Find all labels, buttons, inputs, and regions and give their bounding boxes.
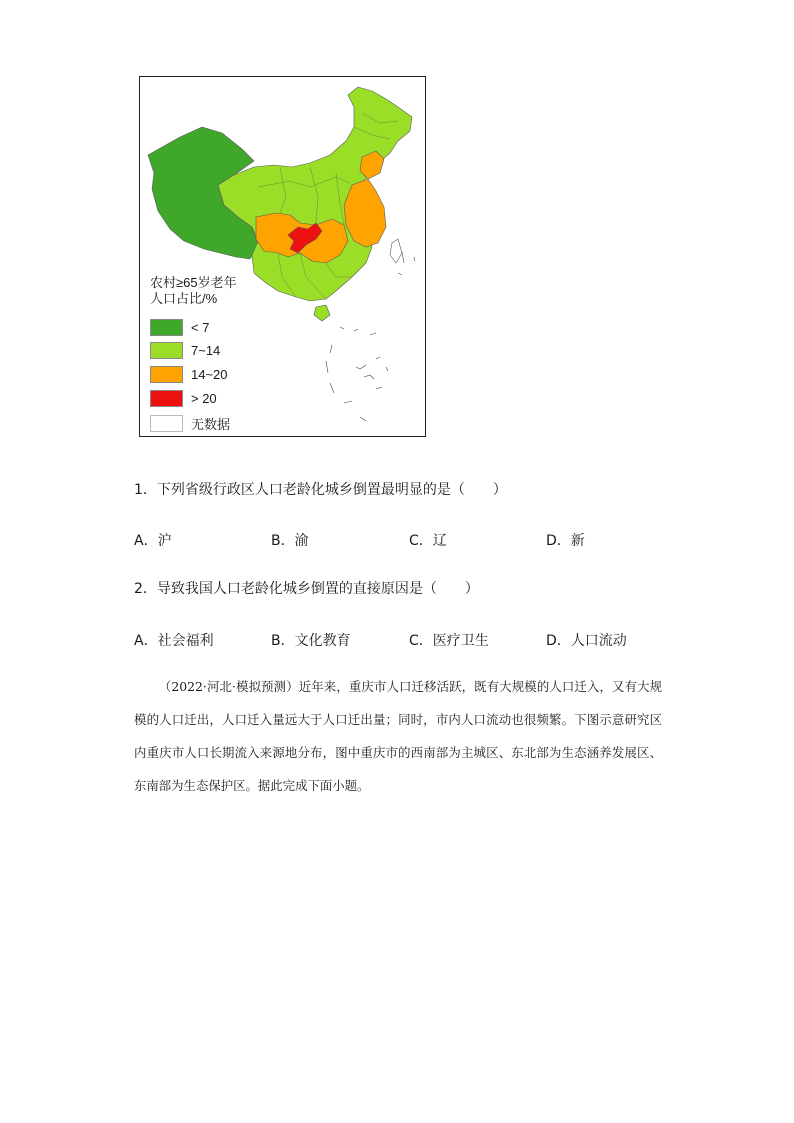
legend-item-7-14 [150,341,220,359]
q1-option-b[interactable]: B．渝 [271,533,309,549]
q2-option-a[interactable]: A．社会福利 [134,633,214,649]
legend-swatch-no-data [150,415,183,432]
question-2-stem: 2．导致我国人口老龄化城乡倒置的直接原因是（ ） [134,581,479,597]
legend-title [150,275,237,307]
legend-swatch-gt20 [150,390,183,407]
legend-title-line1: 农村≥65岁老年 [150,275,237,290]
legend-title-line2: 人口占比/% [150,291,218,306]
legend-item-gt20 [150,389,217,407]
question-2-options [134,630,654,648]
legend-item-no-data [150,414,230,432]
q1-option-a[interactable]: A．沪 [134,533,172,549]
question-1-options [134,530,654,548]
legend-label-lt7: < 7 [191,319,210,335]
china-aging-map [139,76,426,437]
legend-label-gt20: > 20 [191,390,217,406]
region-main [218,87,412,301]
question-1-stem: 1．下列省级行政区人口老龄化城乡倒置最明显的是（ ） [134,482,507,498]
q2-option-b[interactable]: B．文化教育 [271,633,351,649]
legend-label-14-20: 14~20 [191,366,228,382]
legend-item-14-20 [150,365,228,383]
q2-option-d[interactable]: D．人口流动 [546,633,627,649]
legend-swatch-14-20 [150,366,183,383]
legend-swatch-7-14 [150,342,183,359]
q1-option-d[interactable]: D．新 [546,533,585,549]
q1-option-c[interactable]: C．辽 [409,533,447,549]
region-hainan [314,305,330,321]
legend-item-lt7 [150,318,209,336]
legend-label-7-14: 7~14 [191,342,221,358]
legend-swatch-lt7 [150,319,183,336]
q2-option-c[interactable]: C．医疗卫生 [409,633,489,649]
legend-label-no-data: 无数据 [191,416,231,432]
reading-passage: （2022·河北·模拟预测）近年来，重庆市人口迁移活跃，既有大规模的人口迁入，又有大规模的人口迁出，人口迁入量远大于人口迁出量；同时，市内人口流动也很频繁。下图示意研究区内重庆市人口长期流入来源地分布，图中重庆市的西南部为主城区、东北部为生态涵养发展区、东南部为生态保护区。据此完成下面小题。 [134,679,662,793]
region-taiwan [390,239,402,263]
